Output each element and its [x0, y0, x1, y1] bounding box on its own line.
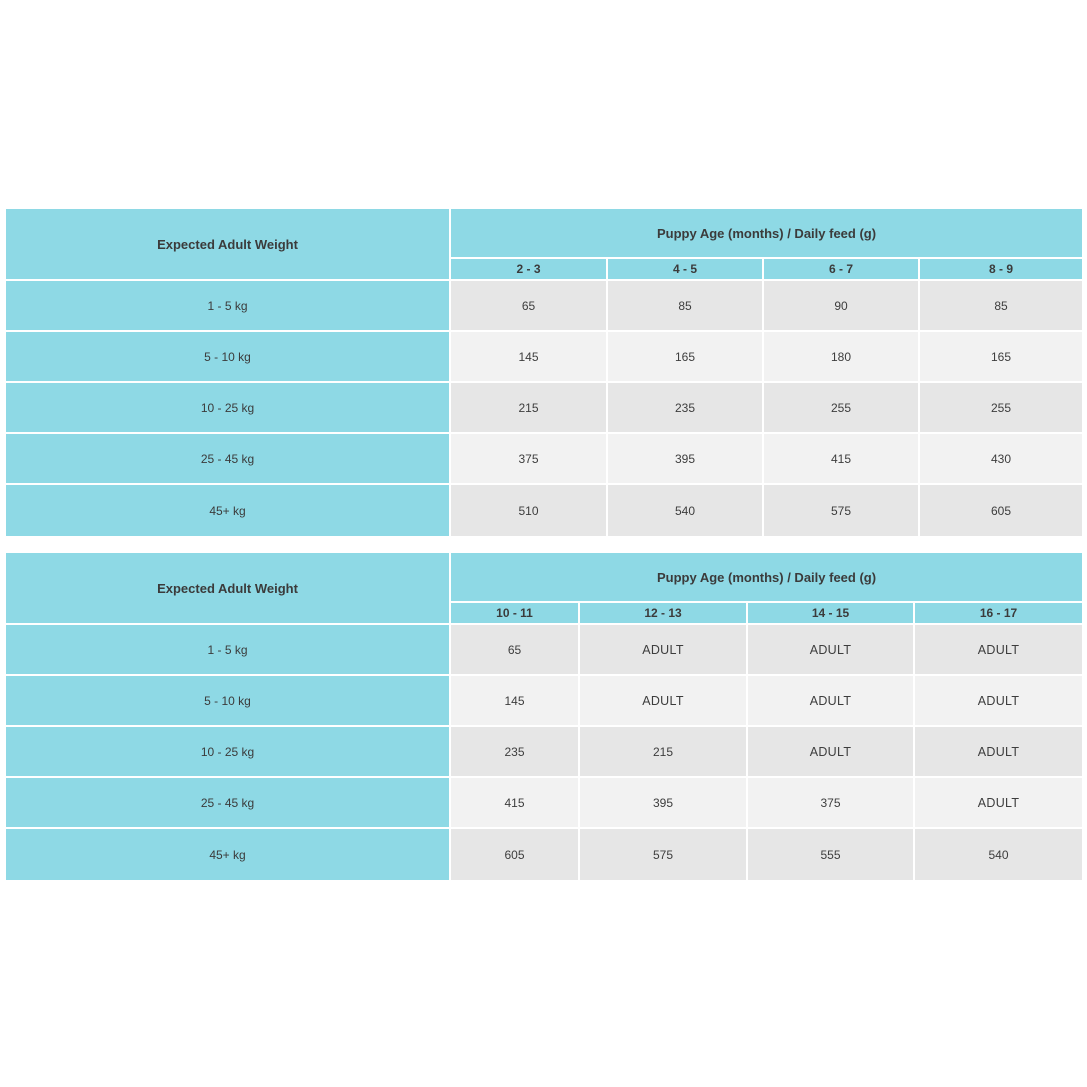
feed-value: 90 [764, 281, 920, 332]
weight-label: 45+ kg [6, 485, 451, 536]
feed-value: 605 [451, 829, 580, 880]
weight-label: 1 - 5 kg [6, 625, 451, 676]
table-row [6, 434, 1082, 485]
feed-value: 430 [920, 434, 1082, 485]
weight-label: 25 - 45 kg [6, 778, 451, 829]
feed-value: 65 [451, 281, 608, 332]
table-row [6, 281, 1082, 332]
feed-value: 215 [580, 727, 748, 778]
feed-value: 85 [920, 281, 1082, 332]
age-range-header: 12 - 13 [580, 603, 748, 625]
feed-value: 605 [920, 485, 1082, 536]
weight-column-header: Expected Adult Weight [6, 553, 451, 625]
feed-value: ADULT [915, 778, 1082, 829]
feed-value: 235 [608, 383, 764, 434]
feed-value: ADULT [748, 625, 915, 676]
weight-label: 25 - 45 kg [6, 434, 451, 485]
feed-value: 255 [764, 383, 920, 434]
age-range-header: 6 - 7 [764, 259, 920, 281]
feed-value: 215 [451, 383, 608, 434]
feed-value: 510 [451, 485, 608, 536]
table-row [6, 829, 1082, 880]
feed-value: ADULT [915, 676, 1082, 727]
feed-value: 395 [580, 778, 748, 829]
feed-value: 165 [608, 332, 764, 383]
feed-value: 255 [920, 383, 1082, 434]
feeding-table-1 [6, 209, 1082, 536]
feed-value: 145 [451, 676, 580, 727]
feed-value: 65 [451, 625, 580, 676]
table-row [6, 625, 1082, 676]
feed-value: 145 [451, 332, 608, 383]
weight-label: 10 - 25 kg [6, 727, 451, 778]
weight-label: 10 - 25 kg [6, 383, 451, 434]
age-range-header: 10 - 11 [451, 603, 580, 625]
feed-value: 415 [764, 434, 920, 485]
feed-value: ADULT [748, 676, 915, 727]
table-row [6, 485, 1082, 536]
feed-value: 235 [451, 727, 580, 778]
weight-label: 1 - 5 kg [6, 281, 451, 332]
age-range-header: 8 - 9 [920, 259, 1082, 281]
weight-label: 5 - 10 kg [6, 676, 451, 727]
table-row [6, 727, 1082, 778]
weight-label: 45+ kg [6, 829, 451, 880]
feed-value: 555 [748, 829, 915, 880]
table-row [6, 778, 1082, 829]
age-column-header: Puppy Age (months) / Daily feed (g) [451, 553, 1082, 603]
age-range-header: 2 - 3 [451, 259, 608, 281]
feed-value: 540 [915, 829, 1082, 880]
feed-value: 575 [764, 485, 920, 536]
feed-value: 375 [451, 434, 608, 485]
feed-value: 375 [748, 778, 915, 829]
age-range-header: 4 - 5 [608, 259, 764, 281]
feeding-table-2 [6, 553, 1082, 880]
feed-value: 165 [920, 332, 1082, 383]
feed-value: ADULT [748, 727, 915, 778]
weight-column-header: Expected Adult Weight [6, 209, 451, 281]
table-row [6, 332, 1082, 383]
feed-value: 540 [608, 485, 764, 536]
table-row [6, 676, 1082, 727]
feed-value: ADULT [915, 727, 1082, 778]
age-column-header: Puppy Age (months) / Daily feed (g) [451, 209, 1082, 259]
feed-value: ADULT [580, 676, 748, 727]
feed-value: ADULT [915, 625, 1082, 676]
weight-label: 5 - 10 kg [6, 332, 451, 383]
feed-value: 575 [580, 829, 748, 880]
feed-value: 395 [608, 434, 764, 485]
feed-value: 85 [608, 281, 764, 332]
feed-value: 415 [451, 778, 580, 829]
table-row [6, 383, 1082, 434]
feed-value: 180 [764, 332, 920, 383]
age-range-header: 16 - 17 [915, 603, 1082, 625]
age-range-header: 14 - 15 [748, 603, 915, 625]
feed-value: ADULT [580, 625, 748, 676]
